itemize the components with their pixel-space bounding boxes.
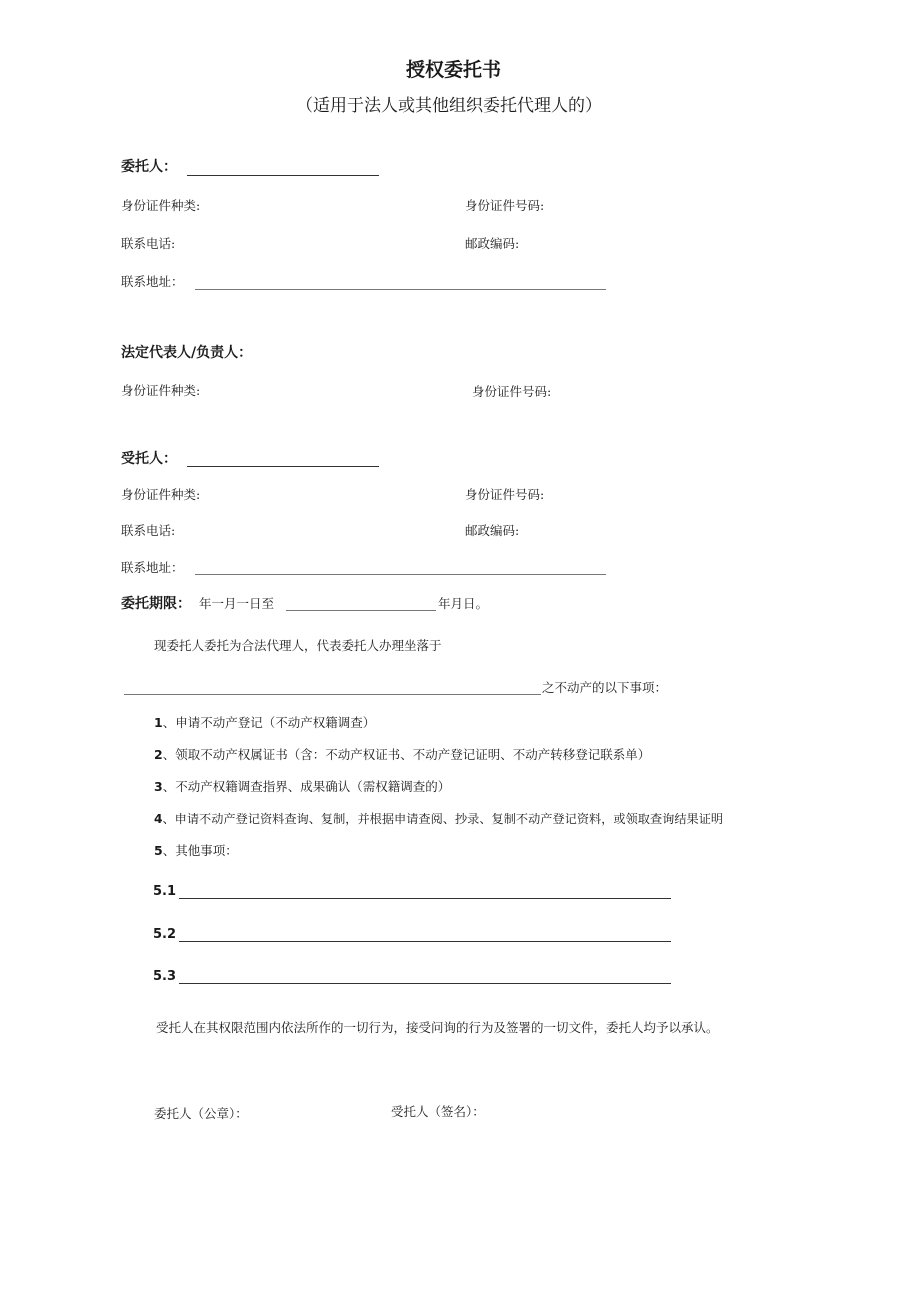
principal-id-type-label: 身份证件种类: [121, 198, 201, 213]
legal-rep-id-type-label: 身份证件种类: [121, 383, 201, 398]
acknowledgement-statement: 受托人在其权限范围内依法所作的一切行为，接受问询的行为及签署的一切文件，委托人均予以承认。 [156, 1020, 719, 1035]
agent-signature-label: 受托人（签名）： [391, 1104, 485, 1119]
legal-rep-id-number-label: 身份证件号码: [472, 384, 552, 399]
sub-item-5-1-number: 5.1 [153, 884, 177, 899]
item-number: 5 [154, 843, 163, 858]
item-text: 、领取不动产权属证书（含：不动产权证书、不动产登记证明、不动产转移登记联系单） [162, 747, 651, 762]
sub-item-5-3-number: 5.3 [153, 969, 177, 984]
agent-name-line [187, 466, 379, 467]
item-number: 4 [154, 812, 163, 826]
principal-address-label: 联系地址： [121, 274, 184, 289]
agent-id-number-label: 身份证件号码: [465, 487, 545, 502]
property-location-line [124, 694, 541, 695]
item-number: 2 [154, 747, 163, 762]
item-5 [154, 845, 238, 858]
item-1 [154, 717, 375, 730]
agent-id-type-label: 身份证件种类: [121, 487, 201, 502]
period-end-text: 年月日。 [438, 596, 489, 611]
item-number: 1 [154, 715, 163, 730]
agent-phone-label: 联系电话: [121, 523, 176, 538]
item-2 [154, 749, 650, 762]
principal-postcode-label: 邮政编码: [465, 236, 520, 251]
sub-item-5-3-line [179, 983, 671, 984]
item-text: 、不动产权籍调查指界、成果确认（需权籍调查的） [162, 779, 451, 794]
authorization-intro: 现委托人委托为合法代理人，代表委托人办理坐落于 [154, 638, 442, 653]
item-3 [154, 781, 450, 794]
principal-id-number-label: 身份证件号码: [465, 198, 545, 213]
principal-signature-label: 委托人（公章）： [154, 1106, 248, 1121]
document-title: 授权委托书 [406, 59, 502, 81]
principal-phone-label: 联系电话: [121, 236, 176, 251]
period-start-text: 年一月一日至 [199, 596, 275, 611]
sub-item-5-2-number: 5.2 [153, 927, 177, 942]
item-text: 、申请不动产登记（不动产权籍调查） [162, 715, 376, 730]
agent-postcode-label: 邮政编码: [465, 523, 520, 538]
item-text: 、其他事项： [162, 843, 238, 858]
principal-address-line [195, 289, 606, 290]
legal-rep-heading: 法定代表人/负责人： [121, 345, 253, 361]
location-suffix: 之不动产的以下事项： [542, 680, 668, 695]
sub-item-5-2-line [179, 941, 671, 942]
agent-heading: 受托人： [121, 451, 177, 467]
item-4 [154, 813, 723, 825]
principal-name-line [187, 175, 379, 176]
period-end-line [286, 610, 436, 611]
agent-address-line [195, 574, 606, 575]
agent-address-label: 联系地址： [121, 560, 184, 575]
principal-heading: 委托人： [121, 159, 177, 175]
document-subtitle: （适用于法人或其他组织委托代理人的） [296, 96, 602, 116]
item-text: 、申请不动产登记资料查询、复制，并根据申请查阅、抄录、复制不动产登记资料，或领取查询结果证明 [162, 812, 724, 826]
item-number: 3 [154, 779, 163, 794]
period-label: 委托期限： [121, 596, 191, 612]
sub-item-5-1-line [179, 898, 671, 899]
